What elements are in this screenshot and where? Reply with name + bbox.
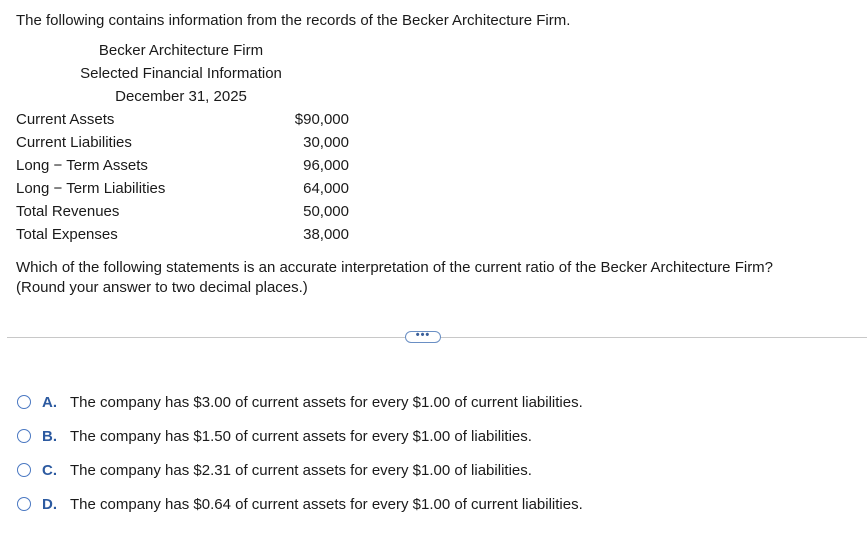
table-row (16, 179, 349, 202)
table-row (16, 110, 349, 133)
row-label: Long − Term Assets (16, 157, 148, 174)
table-row (16, 156, 349, 179)
option-letter: C. (42, 461, 57, 479)
answer-options (17, 385, 583, 521)
table-row (16, 225, 349, 248)
row-label: Long − Term Liabilities (16, 180, 166, 197)
option-letter: B. (42, 427, 57, 445)
question-text (16, 258, 856, 298)
answer-option-c[interactable] (17, 453, 583, 487)
option-letter: A. (42, 393, 57, 411)
row-label: Total Expenses (16, 226, 118, 243)
option-text: The company has $1.50 of current assets for every $1.00 of liabilities. (70, 427, 532, 445)
statement-title: Selected Financial Information (80, 65, 282, 82)
option-text: The company has $2.31 of current assets for every $1.00 of liabilities. (70, 461, 532, 479)
ellipsis-icon: ••• (415, 329, 431, 341)
question-line: Which of the following statements is an accurate interpretation of the current ratio of the Becker Architecture Firm? (16, 259, 774, 276)
expand-more-button[interactable] (405, 331, 441, 343)
row-label: Total Revenues (16, 203, 120, 220)
table-row (16, 133, 349, 156)
row-value: 30,000 (303, 134, 349, 151)
radio-button-icon[interactable] (17, 497, 31, 511)
answer-option-b[interactable] (17, 419, 583, 453)
radio-button-icon[interactable] (17, 395, 31, 409)
answer-option-a[interactable] (17, 385, 583, 419)
row-value: 64,000 (303, 180, 349, 197)
statement-header (0, 41, 362, 110)
row-label: Current Assets (16, 111, 115, 128)
table-row (16, 202, 349, 225)
intro-text: The following contains information from the records of the Becker Architecture Firm. (16, 12, 571, 29)
statement-date: December 31, 2025 (115, 88, 247, 105)
firm-name: Becker Architecture Firm (98, 42, 264, 59)
radio-button-icon[interactable] (17, 429, 31, 443)
row-value: 50,000 (303, 203, 349, 220)
row-value: 38,000 (303, 226, 349, 243)
question-note: (Round your answer to two decimal places.) (16, 279, 308, 296)
row-value: $90,000 (294, 111, 349, 128)
answer-option-d[interactable] (17, 487, 583, 521)
financial-table (16, 110, 349, 248)
option-text: The company has $3.00 of current assets for every $1.00 of current liabilities. (70, 393, 583, 411)
option-text: The company has $0.64 of current assets for every $1.00 of current liabilities. (70, 495, 583, 513)
option-letter: D. (42, 495, 57, 513)
row-label: Current Liabilities (16, 134, 132, 151)
radio-button-icon[interactable] (17, 463, 31, 477)
row-value: 96,000 (303, 157, 349, 174)
